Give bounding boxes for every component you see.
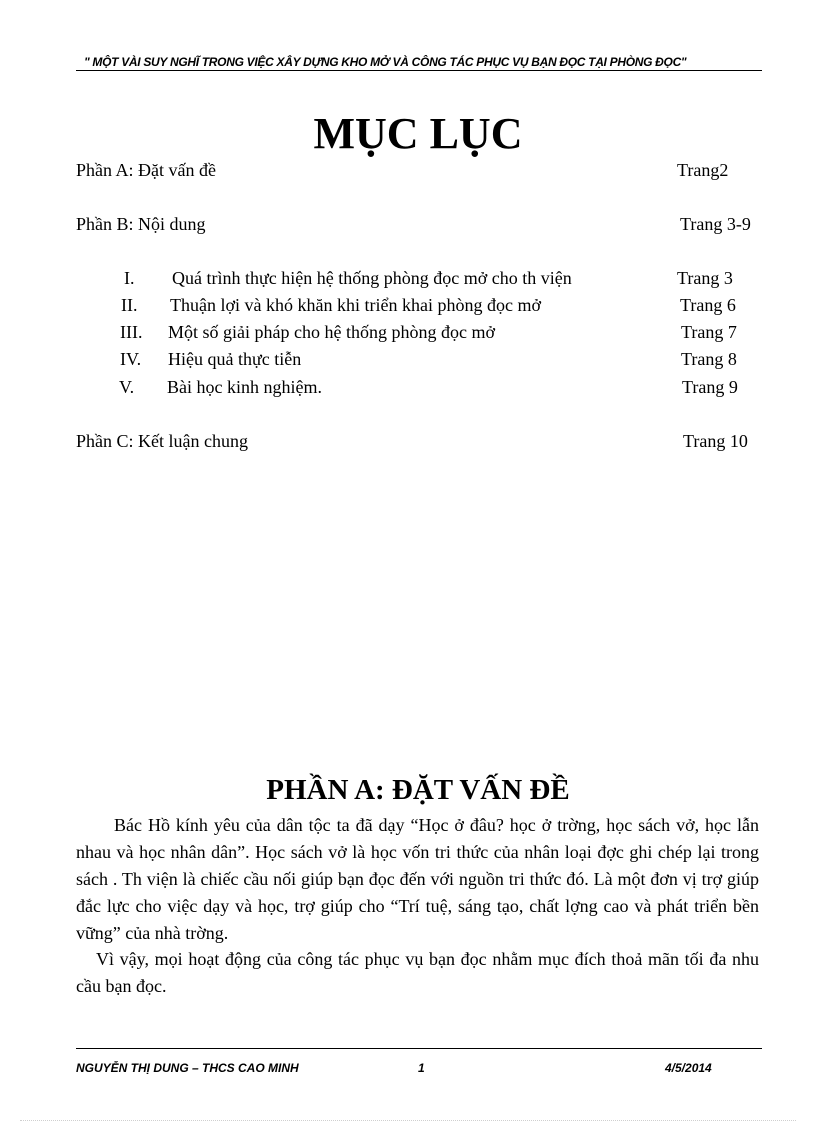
toc-part-c-label: Phần C: Kết luận chung: [76, 431, 248, 451]
header-rule: [76, 70, 762, 71]
toc-item-num: I.: [124, 268, 135, 288]
page-edge-dotted-rule: [20, 1120, 796, 1121]
toc-item-num: V.: [119, 377, 135, 397]
section-title: PHẦN A: ĐẶT VẤN ĐỀ: [266, 774, 570, 806]
toc-item-label: Hiệu quả thực tiễn: [168, 349, 302, 369]
toc-item-page: Trang 7: [681, 322, 737, 342]
toc-item-label: Một số giải pháp cho hệ thống phòng đọc mở: [168, 322, 495, 342]
toc-part-b-label: Phần B: Nội dung: [76, 214, 206, 234]
toc-item-label: Thuận lợi và khó khăn khi triển khai phòng đọc mở: [170, 295, 541, 315]
toc-item-label: Quá trình thực hiện hệ thống phòng đọc mở cho th viện: [172, 268, 572, 288]
toc-item-num: IV.: [120, 349, 142, 369]
footer-date: 4/5/2014: [665, 1061, 712, 1075]
paragraph-text: Vì vậy, mọi hoạt động của công tác phục vụ bạn đọc nhằm mục đích thoả mãn tối đa nhu cầu bạn đọc.: [76, 949, 759, 996]
toc-item-page: Trang 9: [682, 377, 738, 397]
toc-item-label: Bài học kinh nghiệm.: [167, 377, 322, 397]
toc-part-a-page: Trang2: [677, 160, 729, 180]
toc-item-num: III.: [120, 322, 143, 342]
toc-part-b-page: Trang 3-9: [680, 214, 751, 234]
footer-author: NGUYỄN THỊ DUNG – THCS CAO MINH: [76, 1061, 299, 1075]
section-paragraph: [76, 946, 759, 1000]
section-paragraph: [76, 812, 759, 947]
toc-item-num: II.: [121, 295, 138, 315]
toc-item-page: Trang 8: [681, 349, 737, 369]
toc-part-c-page: Trang 10: [683, 431, 748, 451]
footer-rule: [76, 1048, 762, 1049]
toc-item-page: Trang 6: [680, 295, 736, 315]
toc-title: MỤC LỤC: [313, 109, 523, 158]
toc-item-page: Trang 3: [677, 268, 733, 288]
running-header: " MỘT VÀI SUY NGHĨ TRONG VIỆC XÂY DỰNG KHO MỞ VÀ CÔNG TÁC PHỤC VỤ BẠN ĐỌC TẠI PHÒNG ĐỌC": [84, 55, 687, 69]
footer-page-number: 1: [418, 1061, 425, 1075]
toc-part-a-label: Phần A: Đặt vấn đề: [76, 160, 216, 180]
paragraph-text: Bác Hồ kính yêu của dân tộc ta đã dạy “Học ở đâu? học ở trờng, học sách vở, học lẫn nhau và học nhân dân”. Học sách vở là học vốn tri thức của nhân loại đợc ghi chép lại trong sách . Th viện là chiếc cầu nối giúp bạn đọc đến với nguồn tri thức đó. Là một đơn vị trợ giúp đắc lực cho việc dạy và học, trợ giúp cho “Trí tuệ, sáng tạo, chất lợng cao và phát triển bền vững” của nhà trờng.: [76, 815, 759, 943]
